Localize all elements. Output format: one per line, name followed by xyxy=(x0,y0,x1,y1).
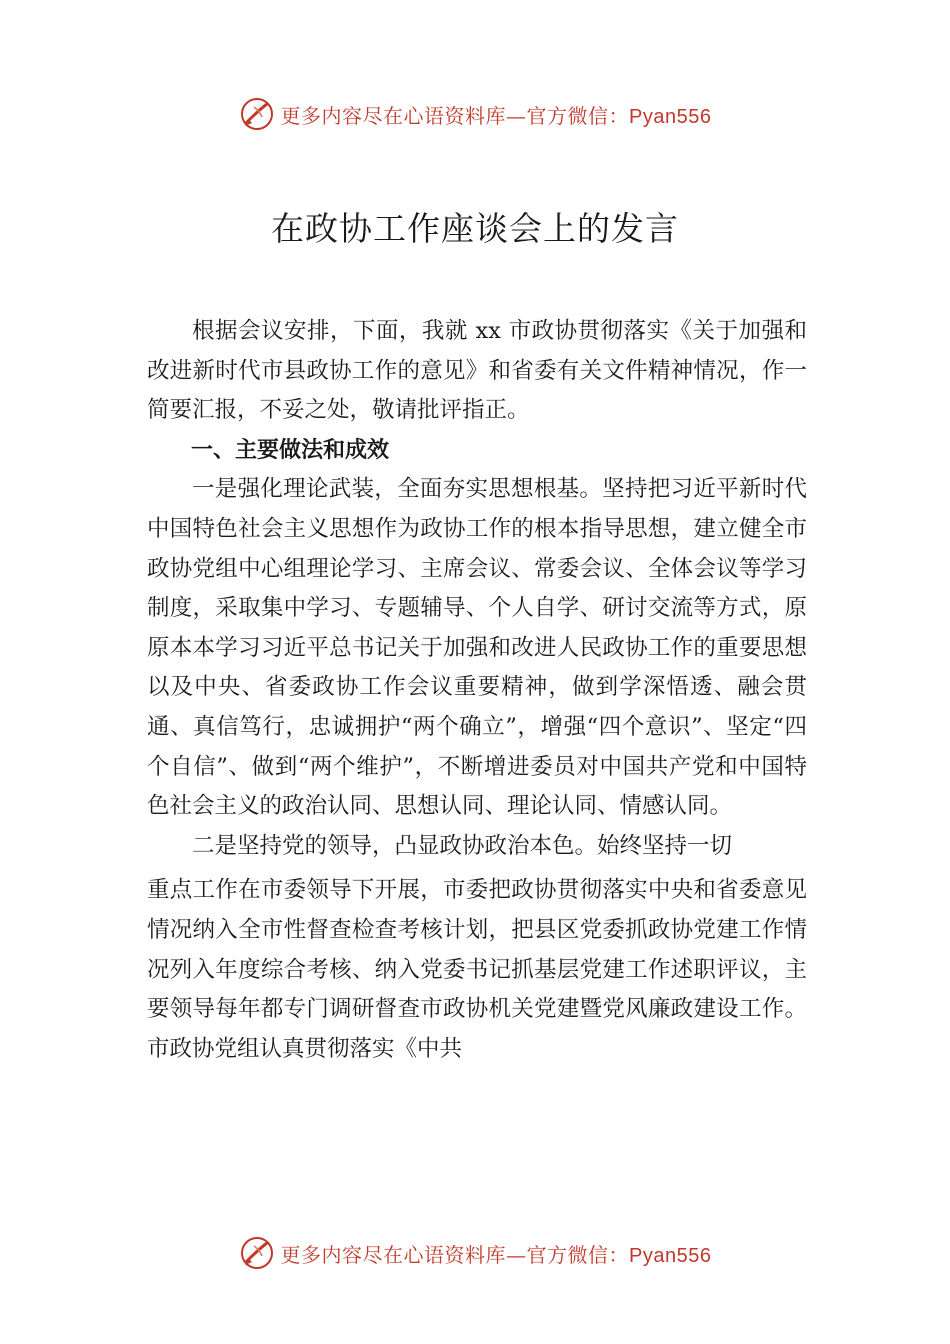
document-title: 在政协工作座谈会上的发言 xyxy=(271,209,679,248)
body-paragraph-2-start: 二是坚持党的领导，凸显政协政治本色。始终坚持一切 xyxy=(192,832,733,859)
watermark-header xyxy=(0,94,950,134)
watermark-wechat-id: Pyan556 xyxy=(629,1244,712,1267)
watermark-text-cn: 更多内容尽在心语资料库—官方微信： xyxy=(280,1242,630,1267)
watermark-footer xyxy=(0,1233,950,1273)
section-heading: 一、主要做法和成效 xyxy=(191,437,390,463)
watermark-text-cn: 更多内容尽在心语资料库—官方微信： xyxy=(280,103,630,128)
watermark-text xyxy=(281,100,712,129)
watermark-wechat-id: Pyan556 xyxy=(629,105,712,128)
body-paragraph-2-continued: 重点工作在市委领导下开展，市委把政协贯彻落实中央和省委意见情况纳入全市性督查检查考核计划，把县区党委抓政协党建工作情况列入年度综合考核、纳入党委书记抓基层党建工作述职评议，主要领导每年都专门调研督查市政协机关党建暨党风廉政建设工作。市政协党组认真贯彻落实《中共 xyxy=(147,877,807,1062)
intro-paragraph: 根据会议安排，下面，我就 xx 市政协贯彻落实《关于加强和改进新时代市县政协工作的意见》和省委有关文件精神情况，作一简要汇报，不妥之处，敬请批评指正。 xyxy=(147,318,807,424)
pen-logo-icon xyxy=(239,1235,275,1271)
watermark-text xyxy=(281,1239,712,1268)
document-body xyxy=(147,312,807,1069)
body-paragraph-1: 一是强化理论武装，全面夯实思想根基。坚持把习近平新时代中国特色社会主义思想作为政协工作的根本指导思想，建立健全市政协党组中心组理论学习、主席会议、常委会议、全体会议等学习制度，采取集中学习、专题辅导、个人自学、研讨交流等方式，原原本本学习习近平总书记关于加强和改进人民政协工作的重要思想以及中央、省委政协工作会议重要精神，做到学深悟透、融会贯通、真信笃行，忠诚拥护“两个确立”，增强“四个意识”、坚定“四个自信”、做到“两个维护”，不断增进委员对中国共产党和中国特色社会主义的政治认同、思想认同、理论认同、情感认同。 xyxy=(147,476,807,820)
pen-logo-icon xyxy=(239,96,275,132)
